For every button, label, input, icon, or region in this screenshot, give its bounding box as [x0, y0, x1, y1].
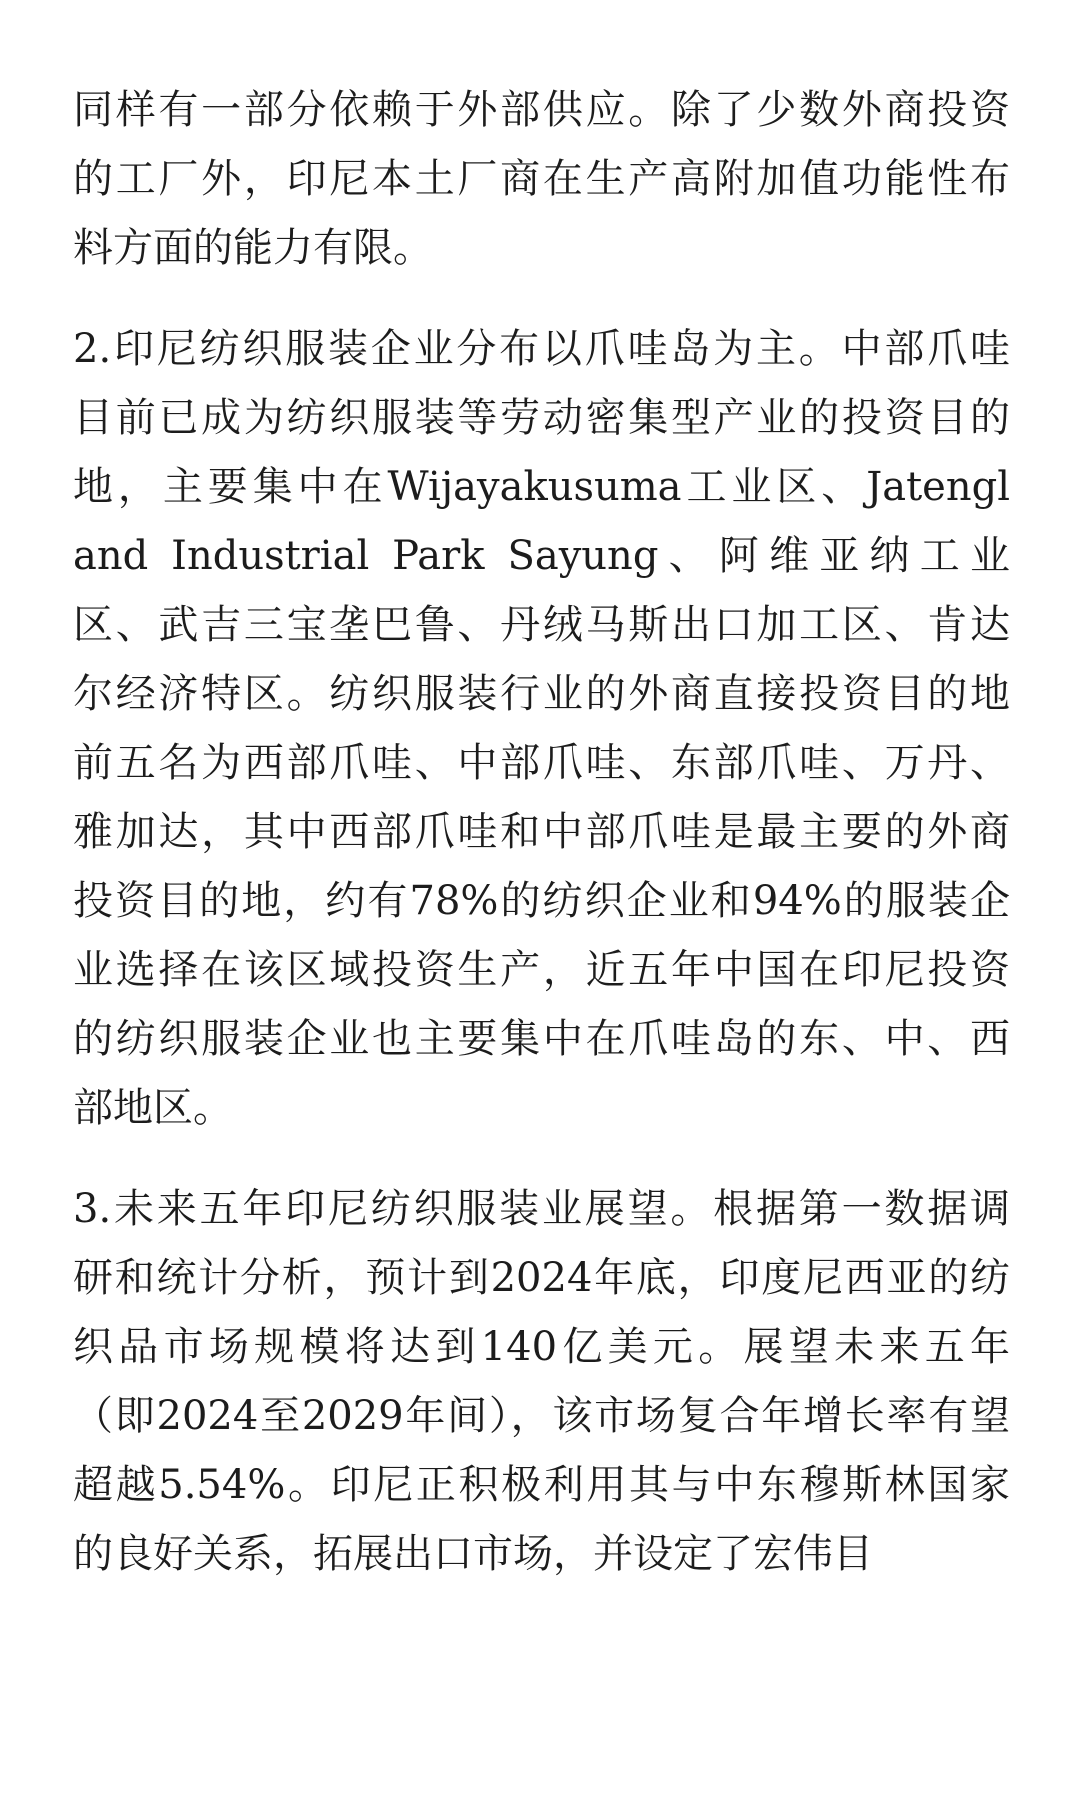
paragraph-3	[73, 1175, 1010, 1589]
text-line: 业选择在该区域投资生产，近五年中国在印尼投资	[73, 947, 1010, 993]
text-line: 织品市场规模将达到140亿美元。展望未来五年	[73, 1324, 1010, 1370]
paragraph-2	[73, 315, 1010, 1143]
text-line: 目前已成为纺织服装等劳动密集型产业的投资目的	[73, 395, 1010, 441]
text-line: 超越5.54%。印尼正积极利用其与中东穆斯林国家	[73, 1462, 1010, 1508]
text-line: 的工厂外，印尼本土厂商在生产高附加值功能性布	[73, 156, 1010, 202]
text-line: 投资目的地，约有78%的纺织企业和94%的服装企	[73, 878, 1010, 924]
text-line: 3.未来五年印尼纺织服装业展望。根据第一数据调	[73, 1186, 1010, 1232]
text-line: 前五名为西部爪哇、中部爪哇、东部爪哇、万丹、	[73, 740, 1010, 786]
text-line: 同样有一部分依赖于外部供应。除了少数外商投资	[73, 87, 1010, 133]
text-line: 尔经济特区。纺织服装行业的外商直接投资目的地	[73, 671, 1010, 717]
paragraph-1	[73, 76, 1010, 283]
text-line: 区、武吉三宝垄巴鲁、丹绒马斯出口加工区、肯达	[73, 602, 1010, 648]
text-line: and Industrial Park Sayung、阿维亚纳工业	[73, 533, 1010, 579]
text-line: 部地区。	[73, 1085, 233, 1131]
text-line: 2.印尼纺织服装企业分布以爪哇岛为主。中部爪哇	[73, 326, 1010, 372]
text-line: 研和统计分析，预计到2024年底，印度尼西亚的纺	[73, 1255, 1010, 1301]
text-line: 的纺织服装企业也主要集中在爪哇岛的东、中、西	[73, 1016, 1010, 1062]
text-line: 雅加达，其中西部爪哇和中部爪哇是最主要的外商	[73, 809, 1010, 855]
text-line: （即2024至2029年间），该市场复合年增长率有望	[73, 1393, 1010, 1439]
text-line: 地，主要集中在Wijayakusuma工业区、Jatengl	[73, 464, 1010, 510]
text-line: 的良好关系，拓展出口市场，并设定了宏伟目	[73, 1531, 873, 1577]
text-line: 料方面的能力有限。	[73, 225, 433, 271]
